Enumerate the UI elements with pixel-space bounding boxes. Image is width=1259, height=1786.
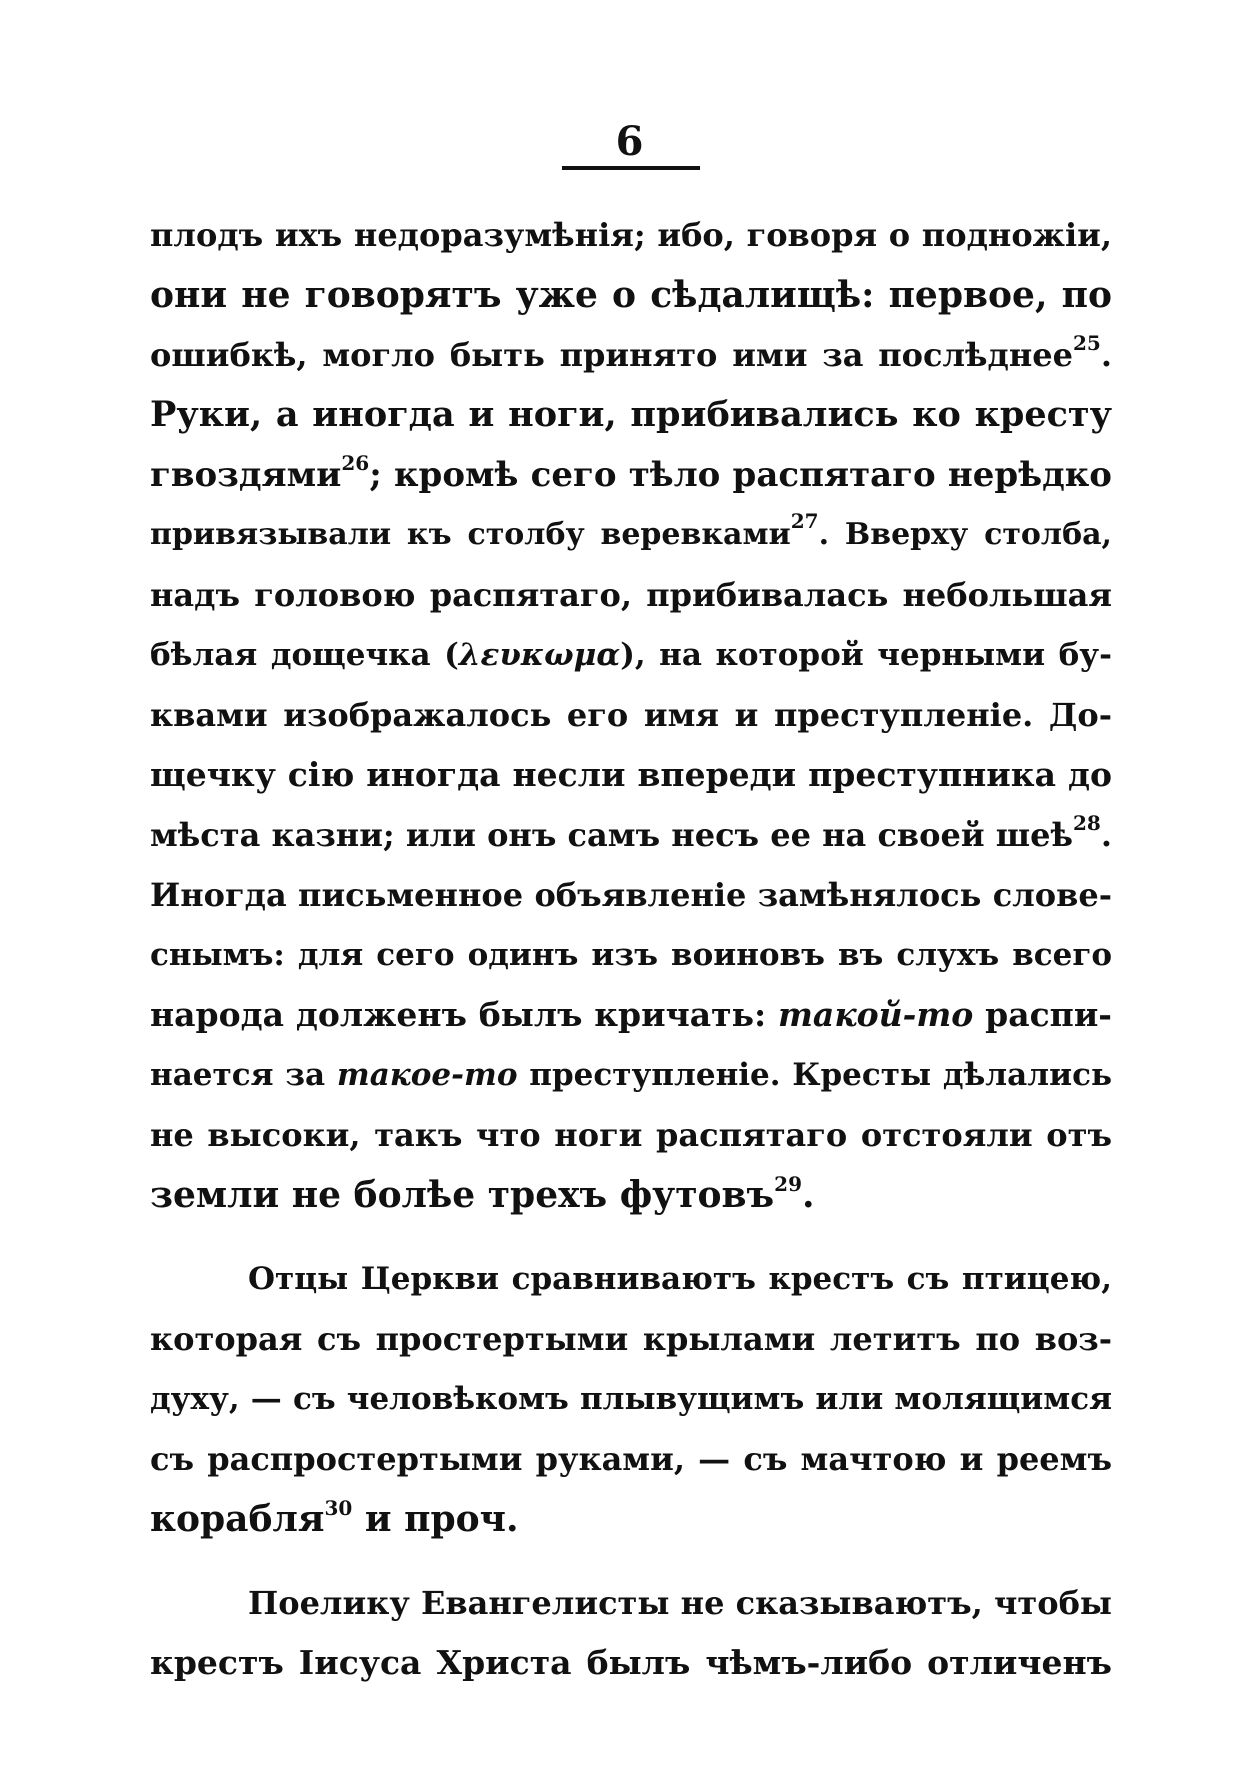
text-span: бѣлая дощечка ( bbox=[150, 637, 459, 673]
text-span: . bbox=[1100, 336, 1112, 374]
text-span: ошибкѣ, могло быть принято ими за послѣднее bbox=[150, 336, 1074, 374]
text-line bbox=[150, 265, 1112, 325]
text-line bbox=[150, 1105, 1112, 1165]
text-line bbox=[150, 1369, 1112, 1429]
text-line bbox=[150, 745, 1112, 805]
page-body bbox=[150, 205, 1112, 1693]
text-span: . bbox=[1100, 816, 1112, 854]
footnote-ref-27[interactable]: 27 bbox=[790, 509, 819, 533]
page-number: 6 bbox=[615, 118, 644, 165]
text-line bbox=[150, 325, 1112, 385]
text-line bbox=[150, 1429, 1112, 1489]
text-span: ), на которой черными бу- bbox=[620, 637, 1112, 673]
text-span: привязывали къ столбу веревками bbox=[150, 517, 791, 552]
text-span: корабля bbox=[150, 1498, 325, 1540]
page-number-rule bbox=[562, 166, 700, 170]
text-span: надъ головою распятаго, прибивалась небольшая bbox=[150, 576, 1112, 614]
text-line bbox=[150, 805, 1112, 865]
text-span: земли не болѣе трехъ футовъ bbox=[150, 1174, 775, 1216]
footnote-ref-29[interactable]: 29 bbox=[774, 1172, 803, 1196]
paragraph-gap bbox=[150, 1225, 1112, 1249]
text-span: не высоки, такъ что ноги распятаго отстояли отъ bbox=[150, 1116, 1112, 1154]
text-line bbox=[150, 1633, 1112, 1693]
text-span: снымъ: для сего одинъ изъ воиновъ въ слухъ всего bbox=[150, 937, 1112, 973]
text-line bbox=[150, 505, 1112, 565]
text-span: Поелику Евангелисты не сказываютъ, чтобы bbox=[248, 1584, 1112, 1622]
text-span: народа долженъ былъ кричать: bbox=[150, 995, 779, 1034]
text-span: преступленіе. Кресты дѣлались bbox=[517, 1057, 1112, 1093]
text-line bbox=[150, 1165, 1112, 1225]
text-line bbox=[150, 625, 1112, 685]
paragraph-2 bbox=[150, 1249, 1112, 1549]
text-span: . Вверху столба, bbox=[818, 517, 1112, 552]
greek-term: λευκωμα bbox=[458, 637, 621, 673]
text-span: крестъ Іисуса Христа былъ чѣмъ-либо отличенъ bbox=[150, 1643, 1112, 1682]
text-span: Отцы Церкви сравниваютъ крестъ съ птицею, bbox=[248, 1261, 1112, 1297]
text-line bbox=[150, 385, 1112, 445]
paragraph-3 bbox=[150, 1573, 1112, 1693]
text-span: квами изображалось его имя и преступленіе. До- bbox=[150, 696, 1112, 734]
text-span: и проч. bbox=[352, 1498, 519, 1540]
text-line bbox=[150, 1573, 1112, 1633]
text-line bbox=[150, 445, 1112, 505]
text-line bbox=[150, 1045, 1112, 1105]
italic-phrase: такое-то bbox=[336, 1057, 518, 1093]
text-span: духу, — съ человѣкомъ плывущимъ или молящимся bbox=[150, 1381, 1112, 1417]
text-span: которая съ простертыми крылами летитъ по воз- bbox=[150, 1320, 1112, 1358]
text-line bbox=[150, 205, 1112, 265]
text-span: они не говорятъ уже о сѣдалищѣ: первое, по bbox=[150, 274, 1112, 316]
text-span: мѣста казни; или онъ самъ несъ ее на своей шеѣ bbox=[150, 816, 1074, 854]
text-line bbox=[150, 865, 1112, 925]
paragraph-gap bbox=[150, 1549, 1112, 1573]
text-span: . bbox=[802, 1174, 815, 1216]
footnote-ref-28[interactable]: 28 bbox=[1073, 811, 1101, 835]
text-line bbox=[150, 925, 1112, 985]
text-span: плодъ ихъ недоразумѣнія; ибо, говоря о подножіи, bbox=[150, 216, 1112, 254]
text-span: распи- bbox=[973, 995, 1112, 1034]
text-span: щечку сію иногда несли впереди преступника до bbox=[150, 755, 1112, 794]
footnote-ref-25[interactable]: 25 bbox=[1073, 331, 1101, 355]
italic-phrase: такой-то bbox=[778, 995, 974, 1034]
text-span: Руки, а иногда и ноги, прибивались ко кресту bbox=[150, 394, 1112, 435]
text-span: ; кромѣ сего тѣло распятаго нерѣдко bbox=[369, 455, 1112, 495]
footnote-ref-30[interactable]: 30 bbox=[324, 1496, 353, 1520]
text-span: съ распростертыми руками, — съ мачтою и реемъ bbox=[150, 1440, 1112, 1478]
footnote-ref-26[interactable]: 26 bbox=[341, 451, 370, 475]
text-line bbox=[150, 1489, 1112, 1549]
text-span: гвоздями bbox=[150, 455, 342, 495]
text-line bbox=[150, 685, 1112, 745]
text-line bbox=[150, 985, 1112, 1045]
text-line bbox=[150, 1249, 1112, 1309]
paragraph-1 bbox=[150, 205, 1112, 1225]
text-span: нается за bbox=[150, 1057, 337, 1093]
text-span: Иногда письменное объявленіе замѣнялось слове- bbox=[150, 876, 1112, 914]
text-line bbox=[150, 565, 1112, 625]
text-line bbox=[150, 1309, 1112, 1369]
